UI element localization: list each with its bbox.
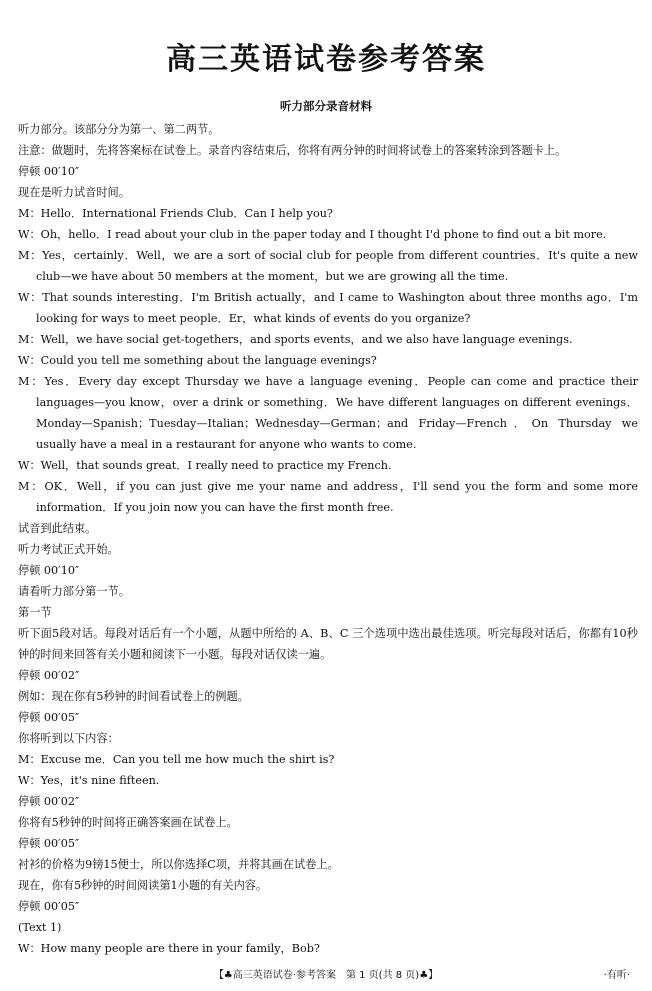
text-line: 现在，你有5秒钟的时间阅读第1小题的有关内容。 <box>18 879 268 892</box>
text-line: 停顿 00′05″ <box>18 900 80 913</box>
text-line: 注意：做题时，先将答案标在试卷上。录音内容结束后，你将有两分钟的时间将试卷上的答案转涂到答题卡上。 <box>18 144 567 157</box>
document-body <box>18 119 638 959</box>
dialogue-line: M：Yes．Every day except Thursday we have a language evening．People can come and practice their languages—you know，over a drink or something．We have different languages on different evenings．Monday—Spanish；Tuesday—Italian；Wednesday—German；and Friday—French．On Thursday we usually have a meal in a restaurant for anyone who wants to come. <box>18 375 638 451</box>
text-line: 你将听到以下内容： <box>18 732 119 745</box>
footer-page-info: 【♣高三英语试卷·参考答案 第 1 页(共 8 页)♣】 <box>213 970 439 981</box>
text-line: 停顿 00′05″ <box>18 711 80 724</box>
text-line: 例如：现在你有5秒钟的时间看试卷上的例题。 <box>18 690 249 703</box>
instruction-paragraph: 听下面5段对话。每段对话后有一个小题，从题中所给的 A、B、C 三个选项中选出最佳选项。听完每段对话后，你都有10秒钟的时间来回答有关小题和阅读下一小题。每段对话仅读一遍。 <box>18 627 638 661</box>
footer-watermark-text: ·有听· <box>603 970 630 981</box>
section-heading: 第一节 <box>18 606 52 619</box>
dialogue-line: M：Hello．International Friends Club．Can I help you? <box>18 207 333 220</box>
page-title: 高三英语试卷参考答案 <box>166 42 486 77</box>
text-line: 停顿 00′02″ <box>18 795 80 808</box>
text-line: 听力部分。该部分分为第一、第二两节。 <box>18 123 220 136</box>
text-line: 现在是听力试音时间。 <box>18 186 130 199</box>
text-line: 停顿 00′10″ <box>18 165 80 178</box>
text-line: 试音到此结束。 <box>18 522 97 535</box>
dialogue-line: W：That sounds interesting．I'm British actually，and I came to Washington about three months ago．I'm looking for ways to meet people．Er，what kinds of events do you organize? <box>18 291 638 325</box>
dialogue-line: M：Well，we have social get-togethers，and sports events，and we also have language evenings. <box>18 333 573 346</box>
dialogue-line: W：Well，that sounds great．I really need to practice my French. <box>18 459 392 472</box>
dialogue-line: W：Yes，it's nine fifteen. <box>18 774 160 787</box>
dialogue-line: M：Excuse me．Can you tell me how much the shirt is? <box>18 753 335 766</box>
text-line: 停顿 00′02″ <box>18 669 80 682</box>
text-line: 听力考试正式开始。 <box>18 543 119 556</box>
text-line: 衬衫的价格为9镑15便士，所以你选择C项，并将其画在试卷上。 <box>18 858 339 871</box>
section-subtitle: 听力部分录音材料 <box>280 99 372 113</box>
text-line: 请看听力部分第一节。 <box>18 585 130 598</box>
page-footer <box>0 966 652 984</box>
text-line: 停顿 00′05″ <box>18 837 80 850</box>
text-line: 你将有5秒钟的时间将正确答案画在试卷上。 <box>18 816 238 829</box>
dialogue-line: W：Could you tell me something about the language evenings? <box>18 354 377 367</box>
dialogue-line: W：How many people are there in your family，Bob? <box>18 942 320 955</box>
dialogue-line: W：Oh，hello．I read about your club in the paper today and I thought I'd phone to find out a bit more. <box>18 228 607 241</box>
dialogue-line: M：Yes，certainly．Well，we are a sort of social club for people from different countries．It's quite a new club—we have about 50 members at the moment，but we are growing all the time. <box>18 249 638 283</box>
dialogue-line: M：OK．Well，if you can just give me your name and address，I'll send you the form and some more information．If you join now you can have the first month free. <box>18 480 638 514</box>
text-line: 停顿 00′10″ <box>18 564 80 577</box>
text-label: (Text 1) <box>18 921 62 934</box>
